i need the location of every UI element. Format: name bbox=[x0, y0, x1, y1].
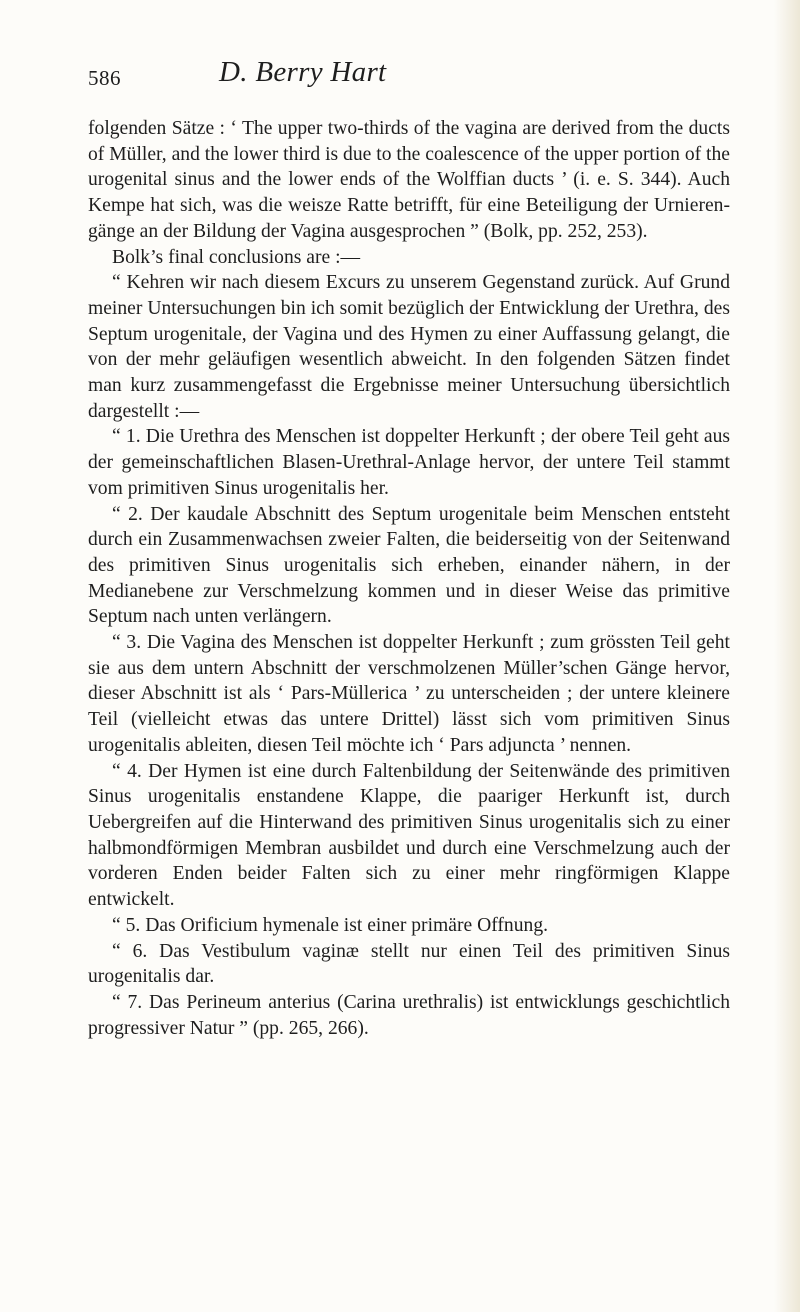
page-header bbox=[88, 52, 728, 92]
body-text bbox=[88, 116, 730, 1041]
page-edge-shadow bbox=[774, 0, 800, 1312]
paragraph-continuation: folgenden Sätze : ‘ The upper two-thirds of the vagina are derived from the ducts of Müller, and the lower third is due to the coalescence of the upper portion of the urogenital sinus and the lower ends of the Wolffian ducts ’ (i. e. S. 344). Auch Kempe hat sich, was die weisze Ratte betrifft, für eine Beteiligung der Urnierengänge an der Bildung der Vagina ausgesprochen ” (Bolk, pp. 252, 253). bbox=[88, 118, 730, 242]
paragraph-conclusion-5: “ 5. Das Orificium hymenale ist einer primäre Offnung. bbox=[112, 914, 549, 936]
paragraph-conclusion-3: “ 3. Die Vagina des Menschen ist doppelter Herkunft ; zum grössten Teil geht sie aus dem untern Abschnitt der verschmolzenen Müller’schen Gänge hervor, dieser Abschnitt ist als ‘ Pars-Müllerica ’ zu unterscheiden ; der untere kleinere Teil (vielleicht etwas das untere Drittel) lässt sich vom primitiven Sinus urogenitalis ableiten, diesen Teil möchte ich ‘ Pars adjuncta ’ nennen. bbox=[88, 632, 730, 756]
paragraph-conclusion-1: “ 1. Die Urethra des Menschen ist doppelter Herkunft ; der obere Teil geht aus der gemeinschaftlichen Blasen-Urethral-Anlage hervor, der untere Teil stammt vom primitiven Sinus urogenitalis her. bbox=[88, 426, 730, 499]
paragraph-conclusion-2: “ 2. Der kaudale Abschnitt des Septum urogenitale beim Menschen entsteht durch ein Zusammenwachsen zweier Falten, die beiderseitig von der Seitenwand des primitiven Sinus urogenitalis sich erheben, einander nähern, in der Medianebene zur Verschmelzung kommen und in dieser Weise das primitive Septum nach unten verlängern. bbox=[88, 503, 730, 628]
paragraph-conclusion-6: “ 6. Das Vestibulum vaginæ stellt nur einen Teil des primitiven Sinus urogenitalis dar. bbox=[88, 940, 730, 988]
paragraph-quote-opening: “ Kehren wir nach diesem Excurs zu unserem Gegenstand zurück. Auf Grund meiner Untersuchungen bin ich somit bezüglich der Entwicklung der Urethra, des Septum urogenitale, der Vagina und des Hymen zu einer Auffassung gelangt, die von der mehr geläufigen wesentlich abweicht. In den folgenden Sätzen findet man kurz zusammengefasst die Ergebnisse meiner Untersuchung übersichtlich dargestellt :— bbox=[88, 272, 730, 422]
paragraph-intro-conclusions: Bolk’s final conclusions are :— bbox=[112, 246, 361, 268]
page-number: 586 bbox=[88, 66, 121, 90]
paragraph-conclusion-4: “ 4. Der Hymen ist eine durch Faltenbildung der Seitenwände des primitiven Sinus urogenitalis enstandene Klappe, die paariger Herkunft ist, durch Uebergreifen auf die Hinterwand des primitiven Sinus urogenitalis sich zu einer halbmondförmigen Membran ausbildet und durch eine Verschmelzung auch der vorderen Enden beider Falten sich zu einer mehr ringförmigen Klappe entwickelt. bbox=[88, 760, 730, 911]
paragraph-conclusion-7: “ 7. Das Perineum anterius (Carina urethralis) ist entwicklungs geschichtlich progressiver Natur ” (pp. 265, 266). bbox=[88, 991, 730, 1039]
running-head: D. Berry Hart bbox=[219, 56, 387, 88]
